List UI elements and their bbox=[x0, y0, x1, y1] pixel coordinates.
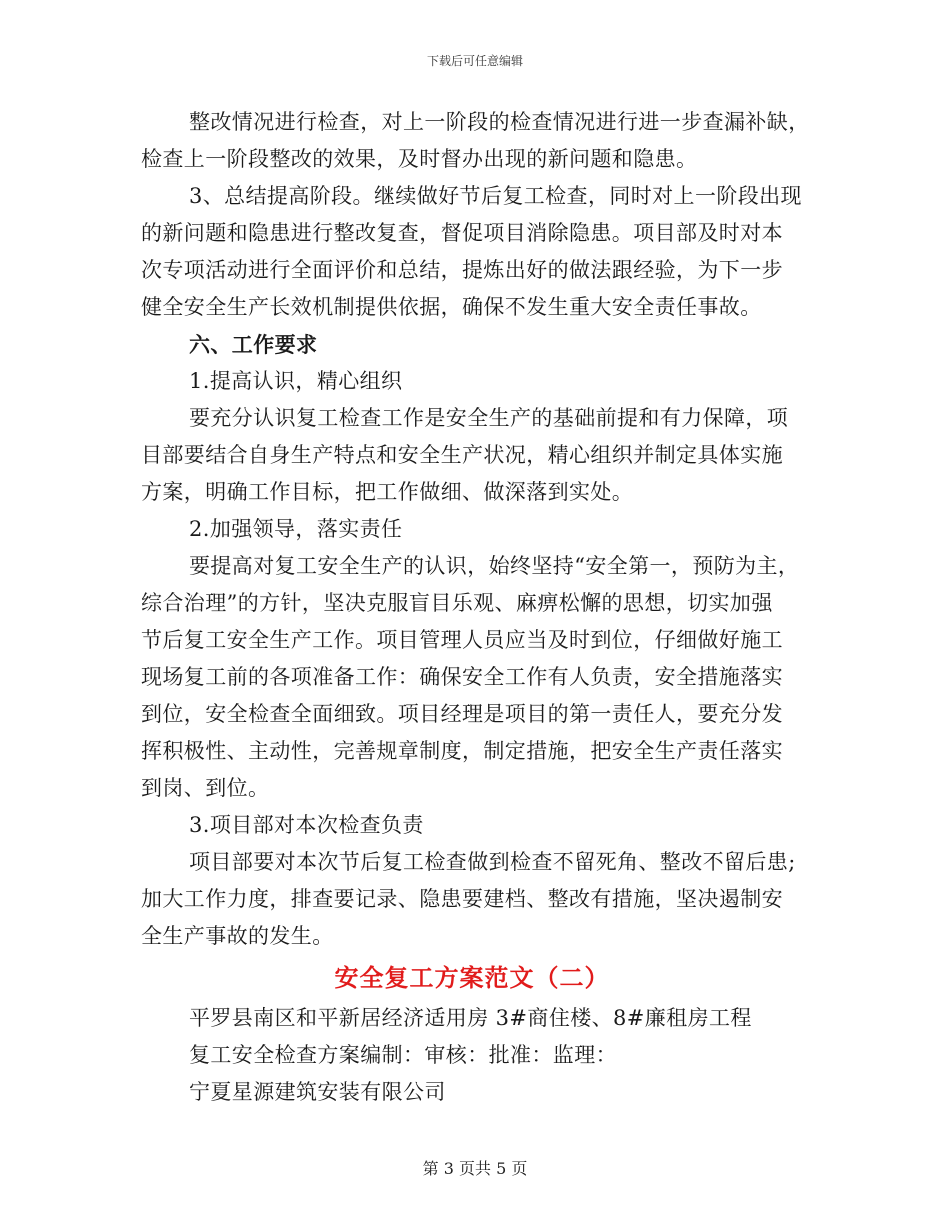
paragraph-line: 节后复工安全生产工作。项目管理人员应当及时到位，仔细做好施工 bbox=[141, 628, 783, 652]
paragraph-line: 现场复工前的各项准备工作：确保安全工作有人负责，安全措施落实 bbox=[141, 665, 783, 689]
paragraph-line: 到位，安全检查全面细致。项目经理是项目的第一责任人，要充分发 bbox=[141, 702, 783, 726]
item-heading: 3.项目部对本次检查负责 bbox=[189, 813, 424, 837]
paragraph-line: 要充分认识复工检查工作是安全生产的基础前提和有力保障，项 bbox=[189, 406, 789, 430]
paragraph-line: 次专项活动进行全面评价和总结，提炼出好的做法跟经验，为下一步 bbox=[141, 258, 783, 282]
paragraph-line: 整改情况进行检查，对上一阶段的检查情况进行进一步查漏补缺， bbox=[189, 110, 810, 134]
paragraph-line: 全生产事故的发生。 bbox=[141, 924, 334, 948]
paragraph-line: 挥积极性、主动性，完善规章制度，制定措施，把安全生产责任落实 bbox=[141, 739, 783, 763]
paragraph-line: 要提高对复工安全生产的认识，始终坚持“安全第一，预防为主， bbox=[189, 554, 800, 578]
section-title: 安全复工方案范文（二） bbox=[334, 963, 610, 992]
item-heading: 2.加强领导，落实责任 bbox=[189, 517, 403, 541]
paragraph-line: 检查上一阶段整改的效果，及时督办出现的新问题和隐患。 bbox=[141, 147, 698, 171]
paragraph-line: 方案，明确工作目标，把工作做细、做深落到实处。 bbox=[141, 480, 634, 504]
paragraph-line: 项目部要对本次节后复工检查做到检查不留死角、整改不留后患; bbox=[189, 850, 796, 874]
document-body bbox=[141, 104, 810, 1111]
section-heading: 六、工作要求 bbox=[189, 332, 318, 357]
paragraph-line: 3、总结提高阶段。继续做好节后复工检查，同时对上一阶段出现 bbox=[189, 184, 802, 208]
paragraph-line: 平罗县南区和平新居经济适用房 3#商住楼、8#廉租房工程 bbox=[189, 1006, 752, 1030]
paragraph-line: 健全安全生产长效机制提供依据，确保不发生重大安全责任事故。 bbox=[141, 295, 762, 319]
paragraph-line: 宁夏星源建筑安装有限公司 bbox=[189, 1080, 446, 1104]
paragraph-line: 到岗、到位。 bbox=[141, 776, 270, 800]
page-header: 下载后可任意编辑 bbox=[426, 54, 523, 68]
item-heading: 1.提高认识，精心组织 bbox=[189, 369, 403, 393]
paragraph-line: 目部要结合自身生产特点和安全生产状况，精心组织并制定具体实施 bbox=[141, 443, 783, 467]
paragraph-line: 复工安全检查方案编制：审核：批准：监理： bbox=[189, 1043, 617, 1067]
page-footer: 第 3 页共 5 页 bbox=[422, 1159, 528, 1178]
paragraph-line: 加大工作力度，排查要记录、隐患要建档、整改有措施，坚决遏制安 bbox=[141, 887, 783, 911]
paragraph-line: 的新问题和隐患进行整改复查，督促项目消除隐患。项目部及时对本 bbox=[141, 221, 783, 245]
paragraph-line: 综合治理”的方针，坚决克服盲目乐观、麻痹松懈的思想，切实加强 bbox=[141, 591, 773, 615]
